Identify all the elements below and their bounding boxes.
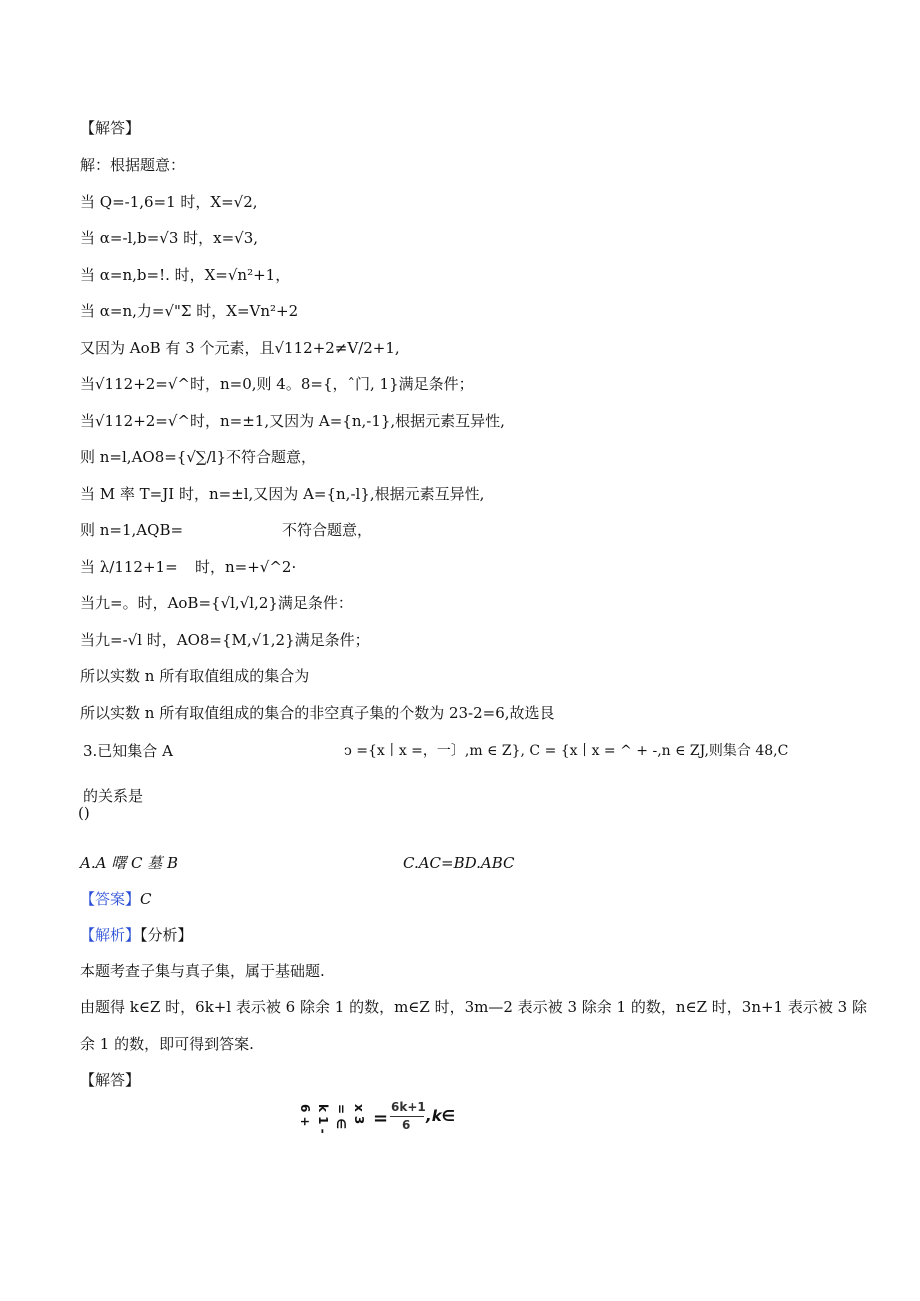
option-c: C.AC=BD.ABC <box>403 854 515 872</box>
fraction-numerator: 6k+1 <box>391 1100 426 1114</box>
solution-line-tail: 不符合题意， <box>282 521 373 539</box>
answer-row <box>80 889 152 909</box>
solution-line: 当 M 率 T=JI 时，n=±l,又因为 A={n,-l},根据元素互异性, <box>80 485 485 503</box>
solution-heading: 【解答】 <box>80 119 141 137</box>
analysis-text: 由题得 k∈Z 时，6k+l 表示被 6 除余 1 的数，m∈Z 时，3m—2 表示被 3 除余 1 的数，n∈Z 时，3n+1 表示被 3 除 <box>80 998 867 1016</box>
solution-line: 当 α=-l,b=√3 时，x=√3, <box>80 229 259 247</box>
solution-line: 则 n=l,AO8={√∑/l}不符合题意， <box>80 448 317 466</box>
solution-line: 当√112+2=√^时，n=0,则 4。8={，ˆ门, 1}满足条件； <box>80 375 474 393</box>
analysis-text: 余 1 的数，即可得到答案. <box>80 1035 254 1053</box>
fraction-denominator: 6 <box>402 1118 411 1132</box>
formula-rotated-text: x 3 <box>352 1104 366 1125</box>
fraction-bar <box>390 1116 424 1117</box>
formula-tail: ,k∈ <box>426 1107 456 1125</box>
solution-line: 所以实数 n 所有取值组成的集合为 <box>80 667 310 685</box>
solution-line-tail: 时，n=+√^2· <box>195 558 297 576</box>
analysis-label: 【解析】 <box>80 926 141 944</box>
solution-line: 又因为 AoB 有 3 个元素，且√112+2≠V/2+1, <box>80 339 400 357</box>
analysis-row <box>80 925 193 945</box>
formula-rotated-text: k 1 - <box>316 1104 330 1134</box>
analysis-text: 本题考查子集与真子集，属于基础题. <box>80 962 325 980</box>
solution-conclusion: 所以实数 n 所有取值组成的集合的非空真子集的个数为 23-2=6,故选艮 <box>80 704 555 722</box>
solution-line: 当九=-√l 时，AO8={M,√1,2}满足条件； <box>80 631 370 649</box>
solution-line: 则 n=1,AQB= <box>80 521 184 539</box>
answer-label: 【答案】 <box>80 890 141 908</box>
question-3-sets: ↄ ={x丨x =，一〕,m ∈ Z}, C = {x丨x = ^ + -,n ∈ ZJ,则集合 48,C <box>344 743 789 759</box>
option-a: A.A 曙 C 墓 B <box>80 854 179 872</box>
formula-equals: = <box>373 1108 389 1129</box>
solution-line: 当 Q=-1,6=1 时，X=√2, <box>80 193 258 211</box>
formula-rotated-text: 6 + <box>298 1104 312 1127</box>
question-3-stem: 的关系是 <box>83 787 144 805</box>
solution-heading-2: 【解答】 <box>80 1071 141 1089</box>
formula-rotated-text: = ∈ <box>334 1104 348 1129</box>
answer-blank: () <box>78 804 90 822</box>
solution-line: 当 λ/112+1= <box>80 558 178 576</box>
answer-value: C <box>140 890 152 908</box>
solution-line: 当九=。时，AoB={√l,√l,2}满足条件： <box>80 594 353 612</box>
solution-line: 当 α=n,力=√"Σ 时，X=Vn²+2 <box>80 302 299 320</box>
analysis-heading: 【分析】 <box>140 926 193 944</box>
solution-intro: 解：根据题意： <box>80 156 186 174</box>
solution-line: 当 α=n,b=!. 时，X=√n²+1， <box>80 266 291 284</box>
solution-line: 当√112+2=√^时，n=±1,又因为 A={n,-1},根据元素互异性, <box>80 412 505 430</box>
question-3-start: 3.已知集合 A <box>83 742 173 760</box>
